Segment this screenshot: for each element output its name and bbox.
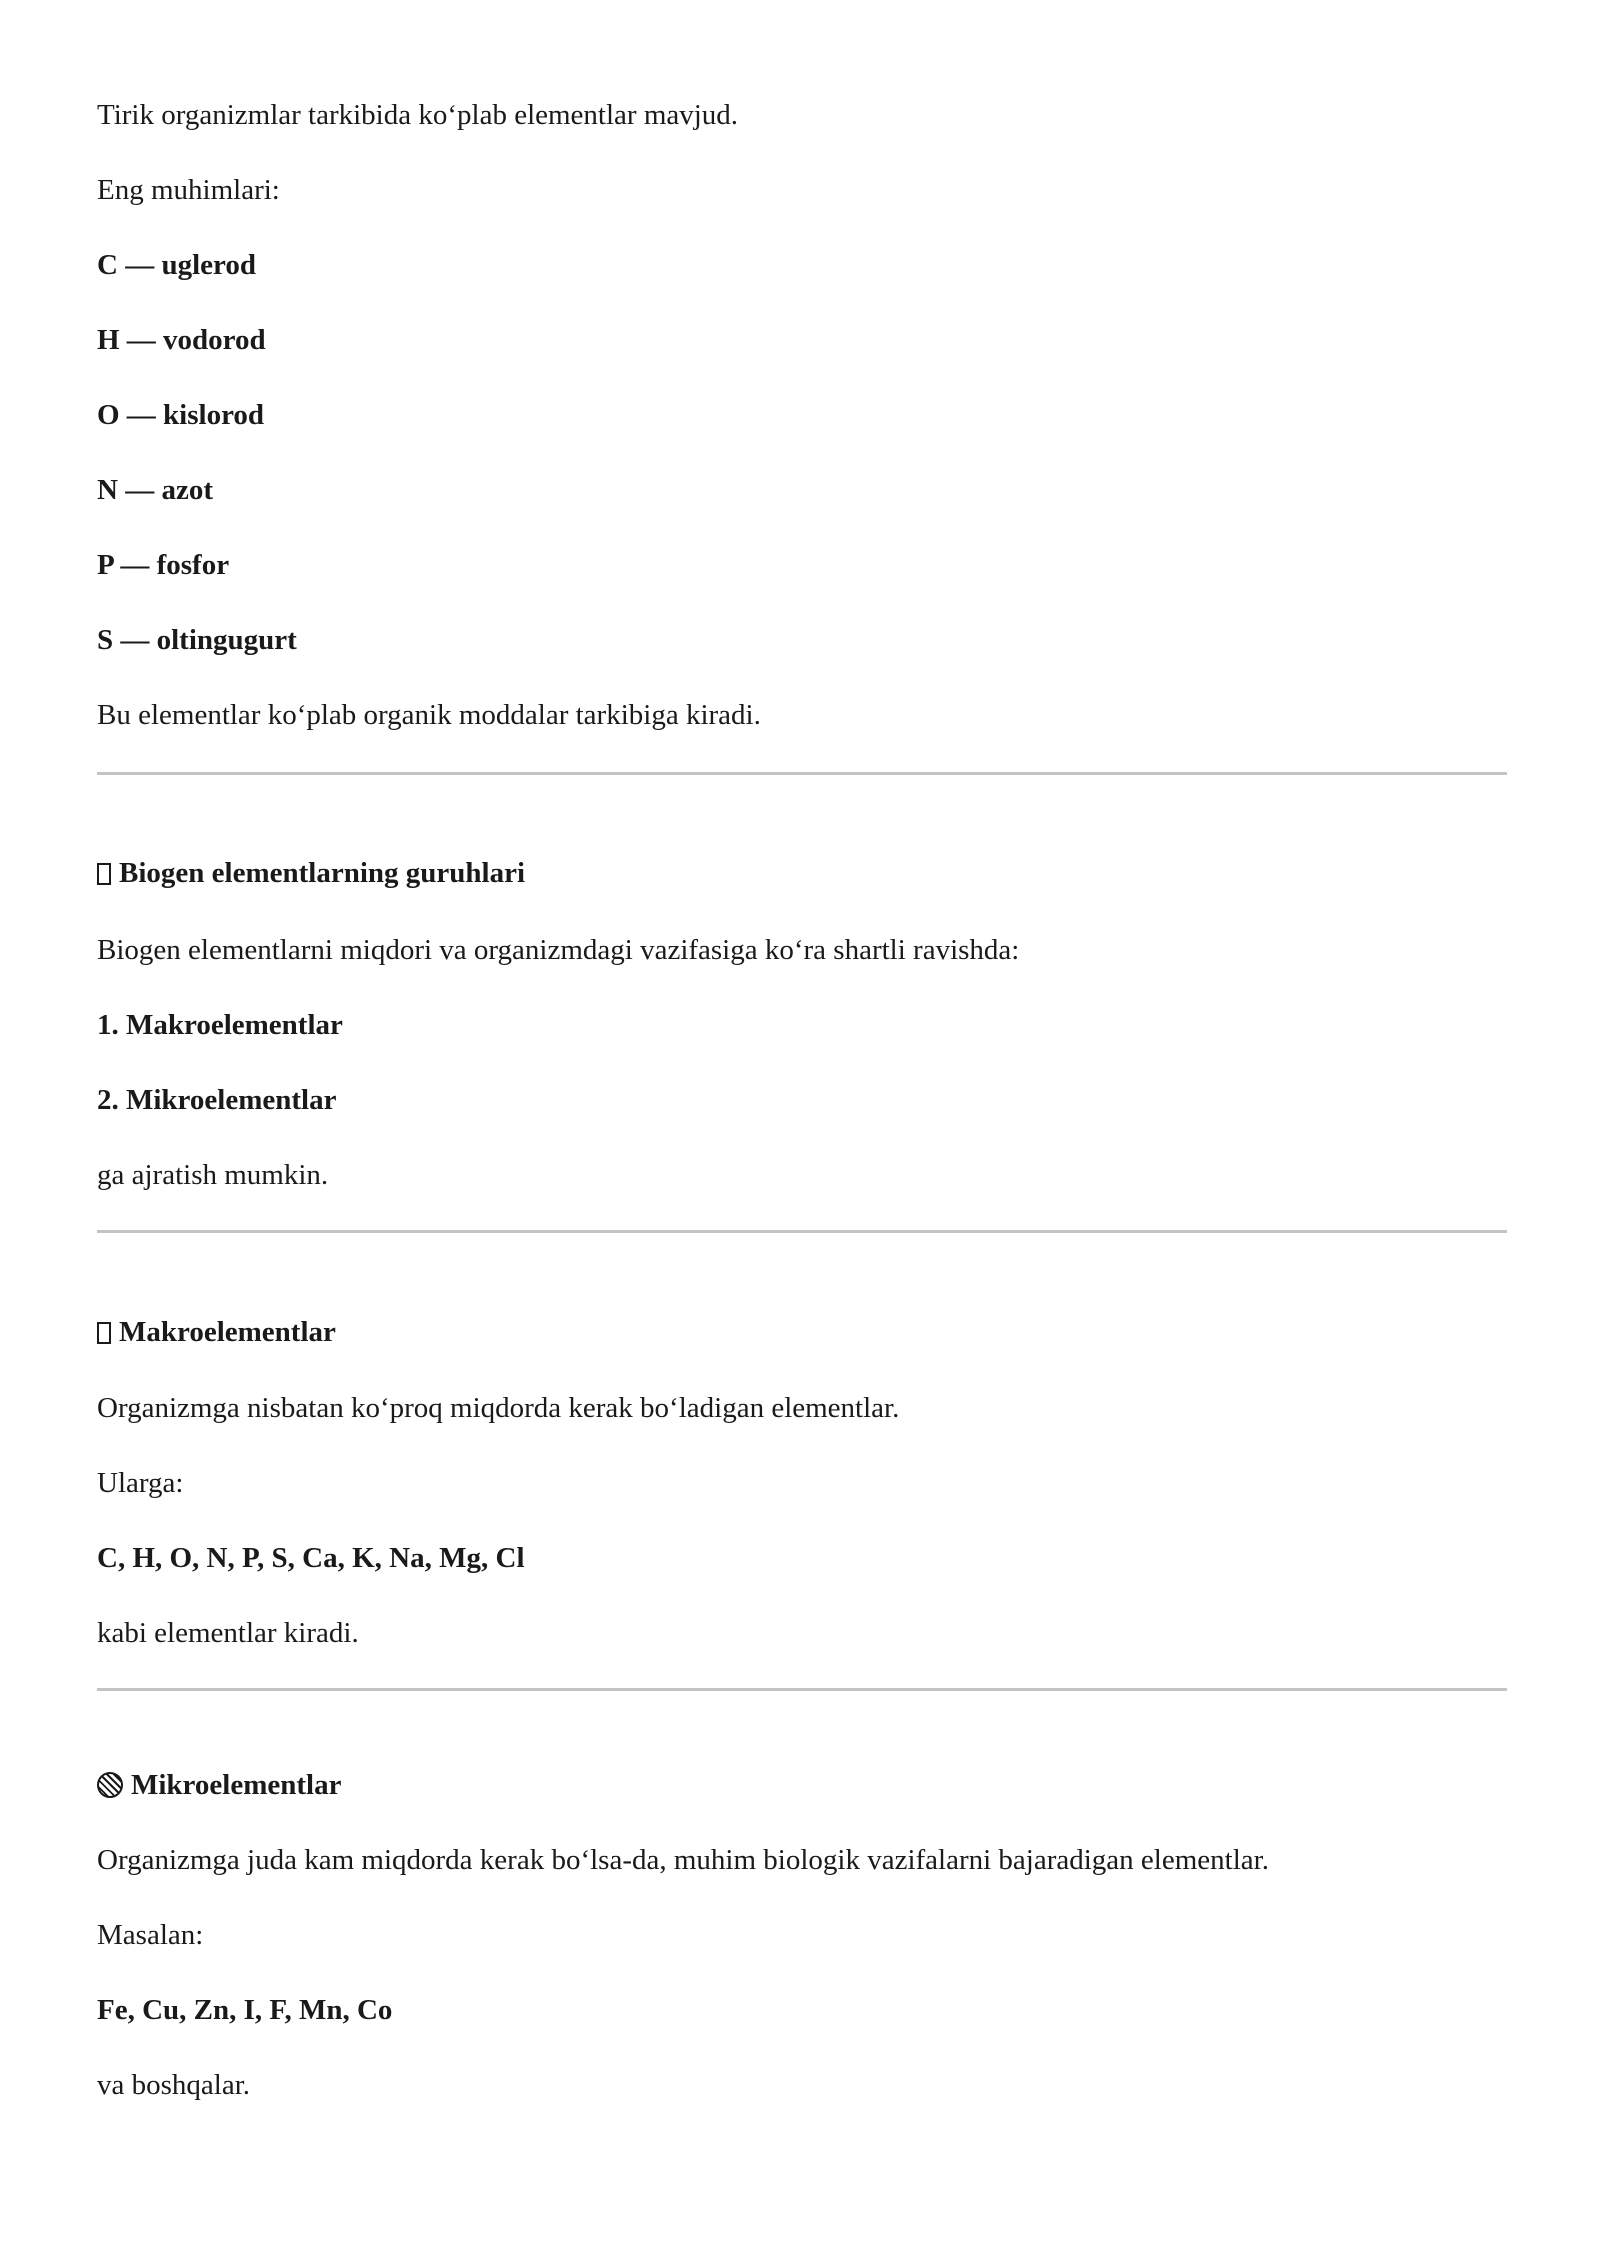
element-item-sulfur: S — oltingugurt	[97, 624, 297, 656]
micro-heading-text: Mikroelementlar	[131, 1769, 342, 1801]
element-item-phosphorus: P — fosfor	[97, 549, 230, 581]
section-divider	[97, 1688, 1507, 1691]
element-item-hydrogen: H — vodorod	[97, 324, 266, 356]
micro-element-list: Fe, Cu, Zn, I, F, Mn, Co	[97, 1994, 393, 2026]
groups-heading	[97, 853, 525, 893]
macro-element-list: C, H, O, N, P, S, Ca, K, Na, Mg, Cl	[97, 1542, 525, 1574]
micro-conclusion: va boshqalar.	[97, 2069, 251, 2101]
micro-lead: Masalan:	[97, 1919, 204, 1951]
macro-heading	[97, 1312, 336, 1352]
groups-item-macro: 1. Makroelementlar	[97, 1009, 343, 1041]
intro-line-1: Tirik organizmlar tarkibida ko‘plab elementlar mavjud.	[97, 99, 739, 131]
macro-lead: Ularga:	[97, 1467, 184, 1499]
section-divider	[97, 1230, 1507, 1233]
groups-text: Biogen elementlarni miqdori va organizmdagi vazifasiga ko‘ra shartli ravishda:	[97, 934, 1020, 966]
element-item-nitrogen: N — azot	[97, 474, 213, 506]
section-divider	[97, 772, 1507, 775]
macro-text: Organizmga nisbatan ko‘proq miqdorda kerak bo‘ladigan elementlar.	[97, 1392, 900, 1424]
macro-conclusion: kabi elementlar kiradi.	[97, 1617, 359, 1649]
micro-heading	[97, 1765, 341, 1805]
element-item-oxygen: O — kislorod	[97, 399, 265, 431]
micro-text: Organizmga juda kam miqdorda kerak bo‘lsa-da, muhim biologik vazifalarni bajaradigan elementlar.	[97, 1844, 1269, 1876]
groups-conclusion: ga ajratish mumkin.	[97, 1159, 329, 1191]
groups-item-micro: 2. Mikroelementlar	[97, 1084, 337, 1116]
groups-heading-text: Biogen elementlarning guruhlari	[119, 857, 525, 889]
element-item-carbon: C — uglerod	[97, 249, 256, 281]
hatched-circle-icon	[97, 1772, 123, 1798]
missing-glyph-icon	[97, 1322, 111, 1344]
intro-conclusion: Bu elementlar ko‘plab organik moddalar tarkibiga kiradi.	[97, 699, 761, 731]
intro-line-2: Eng muhimlari:	[97, 174, 280, 206]
macro-heading-text: Makroelementlar	[119, 1316, 336, 1348]
missing-glyph-icon	[97, 863, 111, 885]
